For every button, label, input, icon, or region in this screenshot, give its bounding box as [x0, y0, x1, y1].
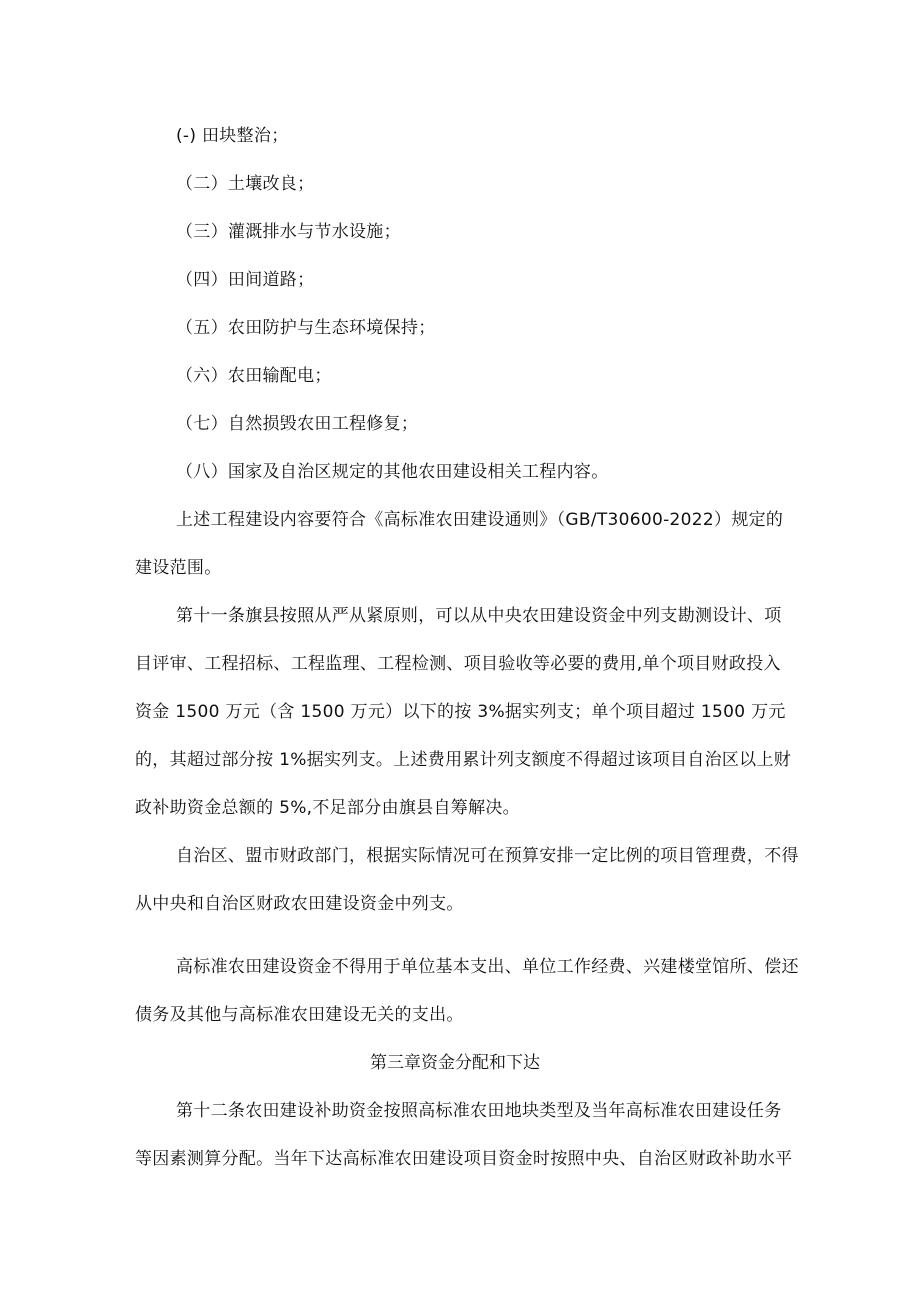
list-item: (-) 田块整治；	[176, 126, 289, 146]
paragraph-line: 等因素测算分配。当年下达高标准农田建设项目资金时按照中央、自治区财政补助水平	[135, 1149, 793, 1169]
paragraph-line: 债务及其他与高标准农田建设无关的支出。	[135, 1005, 464, 1025]
paragraph-line: 自治区、盟市财政部门，根据实际情况可在预算安排一定比例的项目管理费，不得	[176, 846, 799, 866]
paragraph-line: 目评审、工程招标、工程监理、工程检测、项目验收等必要的费用,单个项目财政投入	[135, 654, 781, 674]
list-item: （五）农田防护与生态环境保持；	[176, 318, 436, 338]
paragraph-line: 资金 1500 万元（含 1500 万元）以下的按 3%据实列支；单个项目超过 1500 万元	[135, 702, 786, 722]
paragraph-line: 上述工程建设内容要符合《高标准农田建设通则》（GB/T30600-2022）规定的	[176, 510, 784, 530]
list-item: （三）灌溉排水与节水设施；	[176, 222, 401, 242]
list-item: （八）国家及自治区规定的其他农田建设相关工程内容。	[176, 462, 609, 482]
paragraph-line: 的，其超过部分按 1%据实列支。上述费用累计列支额度不得超过该项目自治区以上财	[135, 750, 792, 770]
chapter-heading: 第三章资金分配和下达	[370, 1053, 540, 1073]
list-item: （六）农田输配电；	[176, 366, 332, 386]
paragraph-line: 第十一条旗县按照从严从紧原则，可以从中央农田建设资金中列支勘测设计、项	[176, 606, 782, 626]
paragraph-line: 从中央和自治区财政农田建设资金中列支。	[135, 894, 464, 914]
paragraph-line: 建设范围。	[135, 558, 222, 578]
list-item: （七）自然损毁农田工程修复；	[176, 414, 419, 434]
paragraph-line: 高标准农田建设资金不得用于单位基本支出、单位工作经费、兴建楼堂馆所、偿还	[176, 957, 799, 977]
paragraph-line: 政补助资金总额的 5%,不足部分由旗县自筹解决。	[135, 798, 520, 818]
list-item: （四）田间道路；	[176, 270, 315, 290]
paragraph-line: 第十二条农田建设补助资金按照高标准农田地块类型及当年高标准农田建设任务	[176, 1101, 782, 1121]
list-item: （二）土壤改良；	[176, 174, 315, 194]
